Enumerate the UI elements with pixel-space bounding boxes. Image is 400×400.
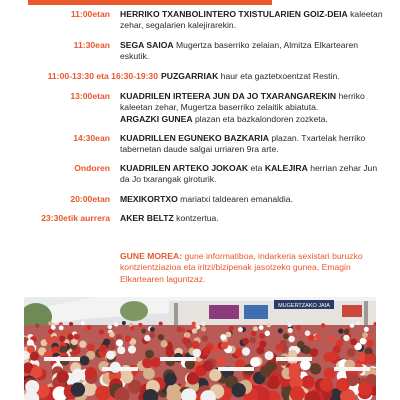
- table: [44, 357, 80, 361]
- event-detail-secondary: plazan eta bazkalondoren zozketa.: [192, 113, 328, 124]
- event-detail: mariatxi taldearen emanaldia.: [177, 194, 293, 204]
- crowd-figure: [203, 361, 214, 372]
- crowd-figure: [358, 382, 372, 396]
- event-title: AKER BELTZ: [120, 213, 174, 223]
- table: [160, 357, 196, 361]
- event-time: 20:00etan: [70, 194, 110, 204]
- crowd-figure: [310, 363, 321, 374]
- event-title: HERRIKO TXANBOLINTERO TXISTULARIEN GOIZ-DEIA: [120, 9, 348, 19]
- crowd-figure: [65, 329, 70, 334]
- crowd-figure: [30, 352, 39, 361]
- crowd-figure: [347, 348, 356, 357]
- crowd-figure: [116, 339, 123, 346]
- crowd-figure: [288, 323, 292, 327]
- crowd-figure: [35, 324, 39, 328]
- crowd-figure: [87, 325, 92, 330]
- event-description: [120, 163, 388, 186]
- event-title: KUADRILLEN EGUNEKO BAZKARIA: [120, 133, 269, 143]
- crowd-figure: [256, 346, 264, 354]
- event-title-secondary: KALEJIRA: [264, 163, 308, 173]
- crowd-figure: [329, 352, 338, 361]
- crowd-figure: [238, 327, 243, 332]
- crowd-figure: [103, 339, 110, 346]
- event-time: 11:00etan: [70, 9, 110, 19]
- event-time: 11:30ean: [73, 40, 110, 50]
- crowd-figure: [51, 325, 56, 330]
- event-title: KUADRILEN ARTEKO JOKOAK: [120, 163, 249, 173]
- event-time: Ondoren: [74, 163, 110, 173]
- crowd-figure: [350, 323, 354, 327]
- crowd-figure: [145, 350, 154, 359]
- crowd-figure: [108, 325, 113, 330]
- crowd-figure: [303, 346, 311, 354]
- event-detail: kontzertua.: [173, 213, 219, 223]
- crowd-figure: [67, 334, 73, 340]
- crowd-figure: [356, 321, 360, 325]
- crowd-figure: [69, 322, 73, 326]
- event-detail-secondary: herrian zehar Jun da Jo txarangak giroturik.: [120, 163, 378, 185]
- crowd-figure: [221, 342, 229, 350]
- table: [276, 357, 312, 361]
- crowd-figure: [259, 325, 264, 330]
- crowd-figure: [149, 332, 155, 338]
- crowd-figure: [141, 329, 146, 334]
- crowd-figure: [202, 335, 208, 341]
- crowd-figure: [250, 357, 260, 367]
- event-description: [120, 91, 388, 125]
- crowd-figure: [202, 347, 210, 355]
- crowd-figure: [360, 338, 367, 345]
- crowd-figure: [308, 335, 314, 341]
- crowd-figure: [182, 337, 189, 344]
- crowd-figure: [166, 348, 175, 357]
- event-detail: haur eta gaztetxoentzat Restin.: [218, 71, 340, 81]
- table: [218, 367, 254, 371]
- event-detail: plazan. Txartelak herriko tabernetan daude salgai urriaren 9ra arte.: [120, 133, 366, 155]
- crowd-figure: [226, 332, 232, 338]
- crowd-figure: [321, 323, 325, 327]
- crowd-figure: [362, 332, 368, 338]
- crowd-figure: [289, 368, 301, 380]
- crowd-figure: [310, 348, 319, 357]
- crowd-figure: [79, 341, 86, 348]
- crowd-figure: [185, 332, 191, 338]
- crowd-figure: [296, 325, 301, 330]
- event-title: KUADRILEN IRTEERA JUN DA JO TXARANGAREKIN: [120, 91, 337, 101]
- event-description: [120, 9, 388, 32]
- crowd-figure: [260, 366, 272, 378]
- crowd-figure: [220, 334, 226, 340]
- event-description: [120, 194, 388, 205]
- crowd-figure: [350, 339, 357, 346]
- crowd-figure: [150, 327, 155, 332]
- crowd-photo: [24, 297, 376, 400]
- event-title: PUZGARRIAK: [161, 71, 219, 81]
- event-detail: eta: [248, 163, 265, 173]
- crowd-figure: [242, 347, 250, 355]
- crowd-figure: [192, 342, 200, 350]
- crowd-figure: [99, 345, 107, 353]
- crowd-figure: [300, 360, 311, 371]
- crowd-figure: [59, 336, 65, 342]
- crowd-figure: [128, 345, 136, 353]
- event-detail: herriko kaleetan zehar, Mugertza baserriko zelaitik abiatuta.: [120, 91, 365, 113]
- crowd-figure: [251, 331, 257, 337]
- crowd-figure: [117, 346, 125, 354]
- crowd-figure: [56, 371, 68, 383]
- crowd-figure: [305, 330, 311, 336]
- event-time: 23:30etik aurrera: [41, 213, 110, 223]
- crowd-figure: [367, 340, 374, 347]
- crowd-figure: [59, 326, 64, 331]
- crowd-figure: [80, 356, 90, 366]
- crowd-figure: [130, 326, 135, 331]
- crowd-figure: [192, 328, 197, 333]
- event-title: SEGA SAIOA: [120, 40, 174, 50]
- crowd-figure: [48, 321, 52, 325]
- crowd-figure: [46, 337, 53, 344]
- crowd-figure: [266, 323, 270, 327]
- crowd-figure: [338, 329, 343, 334]
- event-detail: Mugertza baserriko zelaian, Almitza Elkartearen eskutik.: [120, 40, 359, 62]
- crowd-figure: [201, 327, 206, 332]
- crowd-figure: [320, 378, 334, 392]
- banner-text: MUGERTZAKO JAIA: [278, 303, 330, 309]
- crowd-figure: [265, 331, 271, 337]
- event-description: [120, 213, 388, 224]
- header-accent-bar: [28, 0, 272, 5]
- crowd-figure: [283, 333, 289, 339]
- crowd-figure: [301, 376, 314, 389]
- gune-morea-title: GUNE MOREA:: [120, 251, 183, 261]
- crowd-figure: [259, 333, 265, 339]
- crowd-figure: [328, 336, 335, 343]
- crowd-figure: [364, 327, 369, 332]
- event-description: [120, 133, 388, 156]
- crowd-figure: [253, 326, 258, 331]
- gune-morea-text: gune informatiboa, indarkeria sexistari buruzko kontzientziazioa eta iritzi/bizipenak jasotzeko gunea, Emagin Elkartearen laguntzaz.: [120, 251, 363, 284]
- crowd-figure: [74, 334, 80, 340]
- crowd-figure: [315, 334, 321, 340]
- crowd-photo-illustration: [24, 297, 376, 400]
- crowd-figure: [159, 322, 163, 326]
- event-time: 14:30ean: [73, 133, 110, 143]
- crowd-figure: [278, 328, 283, 333]
- event-description: [120, 40, 388, 63]
- gune-morea-note: [120, 251, 370, 285]
- crowd-figure: [250, 337, 257, 344]
- crowd-figure: [201, 322, 205, 326]
- crowd-figure: [31, 366, 43, 378]
- crowd-figure: [151, 357, 161, 367]
- crowd-figure: [95, 386, 110, 400]
- event-detail: kaleetan zehar, segalarien kalejirarekin.: [120, 9, 383, 31]
- crowd-figure: [344, 329, 349, 334]
- crowd-figure: [72, 369, 84, 381]
- crowd-figure: [125, 336, 131, 342]
- crowd-figure: [81, 321, 85, 325]
- table: [334, 367, 370, 371]
- event-time: 11:00-13:30 eta 16:30-19:30: [47, 71, 158, 81]
- event-title-secondary: ARGAZKI GUNEA: [120, 113, 193, 124]
- crowd-figure: [87, 343, 95, 351]
- crowd-figure: [85, 367, 97, 379]
- crowd-figure: [229, 326, 234, 331]
- crowd-figure: [288, 336, 295, 343]
- crowd-figure: [265, 351, 274, 360]
- crowd-figure: [158, 334, 164, 340]
- crowd-figure: [138, 323, 142, 327]
- crowd-figure: [275, 344, 283, 352]
- crowd-figure: [99, 329, 104, 334]
- crowd-figure: [143, 368, 155, 380]
- crowd-figure: [232, 383, 246, 397]
- crowd-figure: [71, 382, 85, 396]
- crowd-figure: [109, 332, 115, 338]
- crowd-figure: [216, 356, 226, 366]
- crowd-figure: [365, 354, 375, 364]
- crowd-figure: [106, 351, 115, 360]
- event-time: 13:00etan: [70, 91, 110, 101]
- crowd-figure: [288, 328, 293, 333]
- crowd-figure: [259, 340, 266, 347]
- crowd-figure: [161, 340, 168, 347]
- table: [102, 367, 138, 371]
- crowd-figure: [114, 322, 118, 326]
- crowd-figure: [297, 341, 304, 348]
- crowd-figure: [122, 321, 126, 325]
- crowd-figure: [242, 338, 249, 345]
- event-description: [161, 71, 391, 82]
- crowd-figure: [324, 368, 336, 380]
- crowd-figure: [177, 326, 182, 331]
- crowd-figure: [164, 373, 177, 386]
- crowd-figure: [343, 335, 349, 341]
- crowd-figure: [346, 373, 359, 386]
- crowd-figure: [193, 349, 202, 358]
- crowd-figure: [192, 322, 196, 326]
- event-title: MEXIKORTXO: [120, 194, 178, 204]
